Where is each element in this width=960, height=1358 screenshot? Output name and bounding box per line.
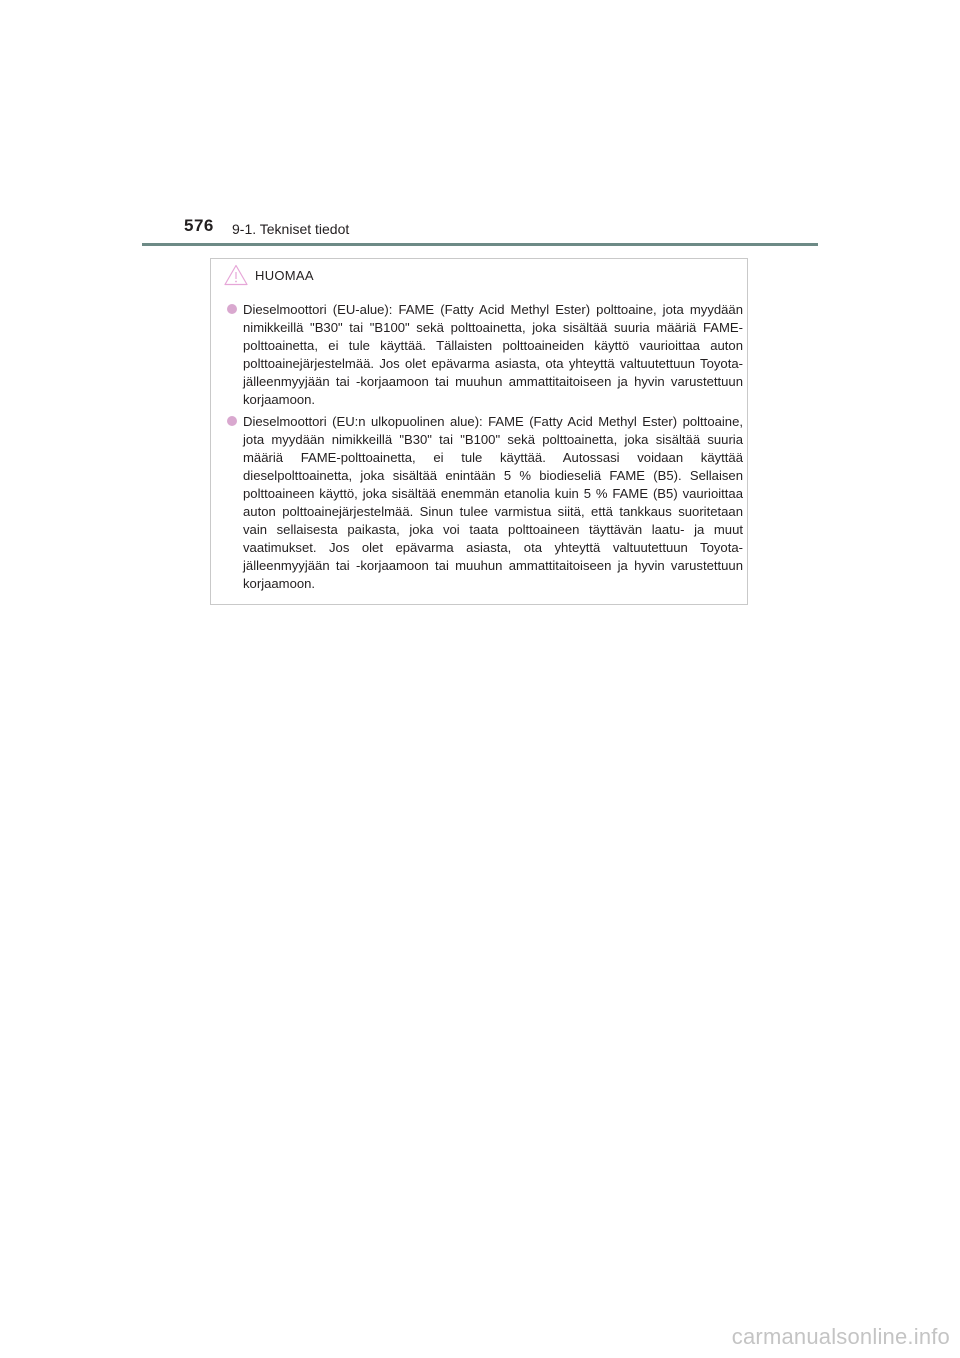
notice-box [210,258,748,605]
notice-title: HUOMAA [255,267,314,283]
notice-body [227,301,743,598]
bullet-text: Dieselmoottori (EU-alue): FAME (Fatty Acid Methyl Ester) polttoaine, jota myydään nimikkeillä "B30" tai "B100" sekä polttoainetta, joka sisältää suuria määriä FAME-polttoainetta, ei tule käyttää. Tällaisten polttoaineiden käyttö vaurioittaa auton polttoainejärjestelmää. Jos olet epävarma asiasta, ota yhteyttä valtuutettuun Toyota-jälleenmyyjään tai -korjaamoon tai muuhun ammattitaitoiseen ja hyvin varustettuun korjaamoon. [243,302,743,407]
warning-triangle-icon [224,264,248,286]
list-item [227,301,743,408]
watermark: carmanualsonline.info [731,1324,950,1349]
bullet-icon [227,416,237,426]
notice-header [224,262,314,288]
header-rule [142,243,818,246]
bullet-text: Dieselmoottori (EU:n ulkopuolinen alue): FAME (Fatty Acid Methyl Ester) polttoaine, jota myydään nimikkeillä "B30" tai "B100" sekä polttoainetta, joka sisältää suuria määriä FAME-polttoainetta, ei tule käyttää. Autossasi voidaan käyttää dieselpolttoainetta, joka sisältää enintään 5 % biodieseliä FAME (B5). Sellaisen polttoaineen käyttö, joka sisältää enemmän etanolia kuin 5 % FAME (B5) vaurioittaa auton polttoainejärjestelmää. Sinun tulee varmistua siitä, että tankkaus suoritetaan vain sellaisesta paikasta, joka voi taata polttoaineen täyttävän laatu- ja muut vaatimukset. Jos olet epävarma asiasta, ota yhteyttä valtuutettuun Toyota-jälleenmyyjään tai -korjaamoon tai muuhun ammattitaitoiseen ja hyvin varustettuun korjaamoon. [243,414,743,591]
bullet-icon [227,304,237,314]
section-title: 9-1. Tekniset tiedot [232,221,350,237]
page-number: 576 [184,216,214,235]
list-item [227,413,743,592]
